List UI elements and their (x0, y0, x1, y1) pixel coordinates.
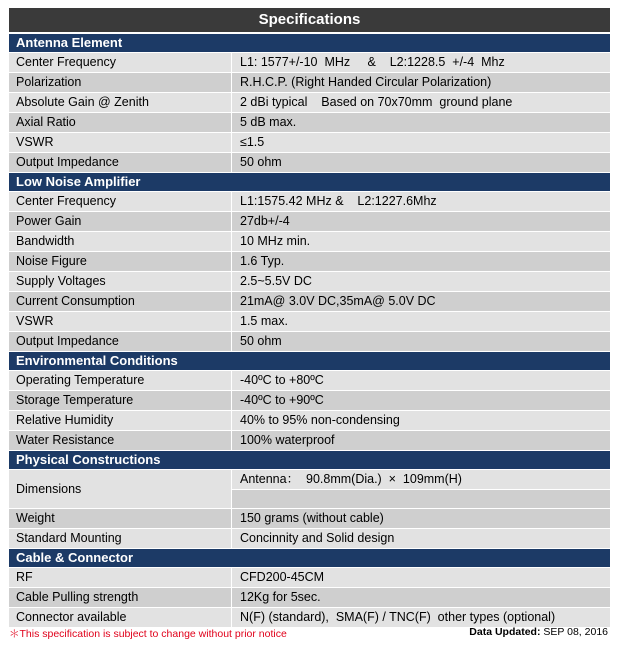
spec-value (232, 470, 610, 508)
spec-label: RF (9, 568, 232, 587)
spec-row (9, 391, 610, 411)
updated-date (469, 626, 608, 638)
spec-value: CFD200-45CM (232, 568, 610, 587)
spec-row (9, 332, 610, 352)
spec-row (9, 292, 610, 312)
spec-value: 1.5 max. (232, 312, 610, 331)
spec-label: Current Consumption (9, 292, 232, 311)
disclaimer-note: ＊This specification is subject to change without prior notice (9, 628, 287, 640)
spec-row (9, 411, 610, 431)
spec-table (9, 8, 610, 628)
spec-row (9, 93, 610, 113)
spec-row (9, 232, 610, 252)
footer (9, 626, 610, 642)
spec-label: Absolute Gain @ Zenith (9, 93, 232, 112)
spec-value: L1:1575.42 MHz & L2:1227.6Mhz (232, 192, 610, 211)
spec-label: Output Impedance (9, 332, 232, 351)
spec-row (9, 470, 610, 509)
spec-value: 100% waterproof (232, 431, 610, 450)
section-header: Antenna Element (9, 34, 610, 53)
spec-value: 40% to 95% non-condensing (232, 411, 610, 430)
spec-body (9, 34, 610, 628)
spec-row (9, 53, 610, 73)
spec-value: 10 MHz min. (232, 232, 610, 251)
page-title: Specifications (9, 8, 610, 34)
section-header: Physical Constructions (9, 451, 610, 470)
spec-row (9, 73, 610, 93)
spec-row (9, 529, 610, 549)
spec-label: Water Resistance (9, 431, 232, 450)
spec-row (9, 431, 610, 451)
spec-label: Dimensions (9, 470, 232, 508)
spec-value: ≤1.5 (232, 133, 610, 152)
spec-row (9, 252, 610, 272)
spec-row (9, 212, 610, 232)
updated-value: SEP 08, 2016 (540, 626, 608, 638)
spec-value: -40ºC to +80ºC (232, 371, 610, 390)
spec-value: 21mA@ 3.0V DC,35mA@ 5.0V DC (232, 292, 610, 311)
spec-value: 1.6 Typ. (232, 252, 610, 271)
spec-value-blank (232, 490, 610, 508)
section-header: Low Noise Amplifier (9, 173, 610, 192)
spec-row (9, 509, 610, 529)
spec-label: Power Gain (9, 212, 232, 231)
spec-row (9, 608, 610, 628)
spec-label: Storage Temperature (9, 391, 232, 410)
spec-label: Cable Pulling strength (9, 588, 232, 607)
spec-row (9, 192, 610, 212)
spec-row (9, 133, 610, 153)
spec-label: VSWR (9, 133, 232, 152)
spec-label: Relative Humidity (9, 411, 232, 430)
spec-value-line: Antenna： 90.8mm(Dia.) × 109mm(H) (232, 470, 610, 490)
spec-value: Concinnity and Solid design (232, 529, 610, 548)
spec-value: 5 dB max. (232, 113, 610, 132)
spec-value: N(F) (standard), SMA(F) / TNC(F) other types (optional) (232, 608, 610, 627)
spec-value: R.H.C.P. (Right Handed Circular Polarization) (232, 73, 610, 92)
spec-row (9, 153, 610, 173)
spec-value: 150 grams (without cable) (232, 509, 610, 528)
spec-value: 50 ohm (232, 153, 610, 172)
section-header: Environmental Conditions (9, 352, 610, 371)
spec-row (9, 312, 610, 332)
spec-label: Polarization (9, 73, 232, 92)
spec-value: 12Kg for 5sec. (232, 588, 610, 607)
spec-label: Bandwidth (9, 232, 232, 251)
spec-row (9, 568, 610, 588)
spec-label: Center Frequency (9, 53, 232, 72)
spec-row (9, 371, 610, 391)
spec-label: Weight (9, 509, 232, 528)
spec-row (9, 588, 610, 608)
spec-label: Supply Voltages (9, 272, 232, 291)
spec-value: L1: 1577+/-10 MHz & L2:1228.5 +/-4 Mhz (232, 53, 610, 72)
section-header: Cable & Connector (9, 549, 610, 568)
spec-value: 27db+/-4 (232, 212, 610, 231)
spec-label: Operating Temperature (9, 371, 232, 390)
spec-label: Connector available (9, 608, 232, 627)
spec-label: VSWR (9, 312, 232, 331)
spec-label: Center Frequency (9, 192, 232, 211)
spec-value: 50 ohm (232, 332, 610, 351)
spec-row (9, 272, 610, 292)
spec-label: Standard Mounting (9, 529, 232, 548)
spec-label: Noise Figure (9, 252, 232, 271)
updated-label: Data Updated: (469, 626, 541, 638)
spec-value: -40ºC to +90ºC (232, 391, 610, 410)
spec-row (9, 113, 610, 133)
spec-label: Axial Ratio (9, 113, 232, 132)
spec-value: 2.5~5.5V DC (232, 272, 610, 291)
spec-label: Output Impedance (9, 153, 232, 172)
spec-value: 2 dBi typical Based on 70x70mm ground plane (232, 93, 610, 112)
